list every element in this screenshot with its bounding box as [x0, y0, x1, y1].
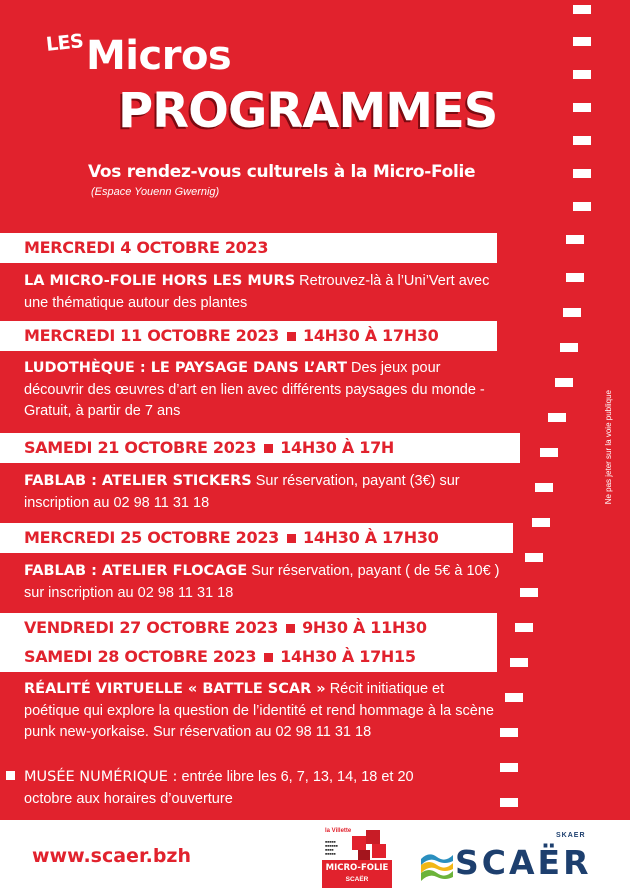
event-description: [24, 271, 494, 314]
event-date-band: [0, 433, 520, 463]
event-date-band: [0, 613, 497, 643]
event-date-band: [0, 642, 497, 672]
event-date-band: [0, 233, 497, 263]
event-date-band: [0, 523, 513, 553]
event-date: SAMEDI 28 OCTOBRE 2023: [24, 647, 257, 666]
event-description: [24, 561, 502, 604]
event-title: FABLAB : ATELIER STICKERS: [24, 473, 252, 489]
musee-description: [24, 767, 464, 810]
la-villette-label: la Villette: [325, 828, 352, 834]
event-text: Retrouvez-là à l’Uni’Vert avec une thématique autour des plantes: [24, 273, 490, 311]
event-description: [24, 679, 494, 744]
musee-title: MUSÉE NUMÉRIQUE :: [24, 769, 178, 785]
micros-title: Micros: [86, 33, 232, 79]
logo-fine-print: ■■■■■ ■■■■■■ ■■■■ ■■■■■: [325, 840, 338, 856]
les-label: LES: [44, 30, 85, 56]
scaer-logo: [419, 832, 599, 887]
separator-square-icon: [286, 624, 295, 633]
musee-text: entrée libre les 6, 7, 13, 14, 18 et 20 octobre aux horaires d’ouverture: [24, 769, 414, 807]
event-description: [24, 358, 502, 423]
separator-square-icon: [287, 534, 296, 543]
event-title: RÉALITÉ VIRTUELLE « BATTLE SCAR »: [24, 681, 326, 697]
event-date: MERCREDI 25 OCTOBRE 2023: [24, 528, 280, 547]
event-title: FABLAB : ATELIER FLOCAGE: [24, 563, 248, 579]
separator-square-icon: [264, 653, 273, 662]
bullet-square-icon: [6, 771, 15, 780]
micro-folie-logo: [322, 826, 392, 888]
separator-square-icon: [287, 332, 296, 341]
event-date: VENDREDI 27 OCTOBRE 2023: [24, 618, 279, 637]
tagline: Vos rendez-vous culturels à la Micro-Folie: [88, 162, 476, 182]
event-time: 9H30 À 11H30: [302, 618, 427, 637]
micro-folie-city: SCAËR: [345, 876, 369, 883]
skaer-label: SKAER: [556, 832, 586, 839]
event-title: LUDOTHÈQUE : LE PAYSAGE DANS L’ART: [24, 360, 347, 376]
event-text: Sur réservation, payant (3€) sur inscription au 02 98 11 31 18: [24, 473, 460, 511]
event-date: MERCREDI 11 OCTOBRE 2023: [24, 326, 280, 345]
event-text: Des jeux pour découvrir des œuvres d’art en lien avec différents paysages du monde - Gratuit, à partir de 7 ans: [24, 360, 485, 419]
event-time: 14H30 À 17H30: [303, 528, 439, 547]
side-note: Ne pas jeter sur la voie publique: [604, 390, 613, 505]
scaer-wordmark: SCAËR: [455, 843, 592, 882]
event-date: MERCREDI 4 OCTOBRE 2023: [24, 238, 269, 257]
event-time: 14H30 À 17H: [280, 438, 395, 457]
micro-folie-name: MICRO-FOLIE: [325, 863, 389, 873]
event-time: 14H30 À 17H15: [280, 647, 416, 666]
event-time: 14H30 À 17H30: [303, 326, 439, 345]
programmes-title: PROGRAMMES: [118, 83, 498, 139]
event-description: [24, 471, 464, 514]
location-note: (Espace Youenn Gwernig): [91, 186, 220, 198]
separator-square-icon: [264, 444, 273, 453]
event-date-band: [0, 321, 497, 351]
event-text: Récit initiatique et poétique qui explore la question de l’identité et rend hommage à la scène punk new-yorkaise. Sur réservation au 02 98 11 31 18: [24, 681, 494, 740]
event-date: SAMEDI 21 OCTOBRE 2023: [24, 438, 257, 457]
waves-icon: [419, 845, 457, 883]
event-title: LA MICRO-FOLIE HORS LES MURS: [24, 273, 296, 289]
event-text: Sur réservation, payant ( de 5€ à 10€ ) sur inscription au 02 98 11 31 18: [24, 563, 500, 601]
website-link[interactable]: www.scaer.bzh: [32, 845, 192, 867]
micro-folie-badge: [322, 860, 392, 888]
